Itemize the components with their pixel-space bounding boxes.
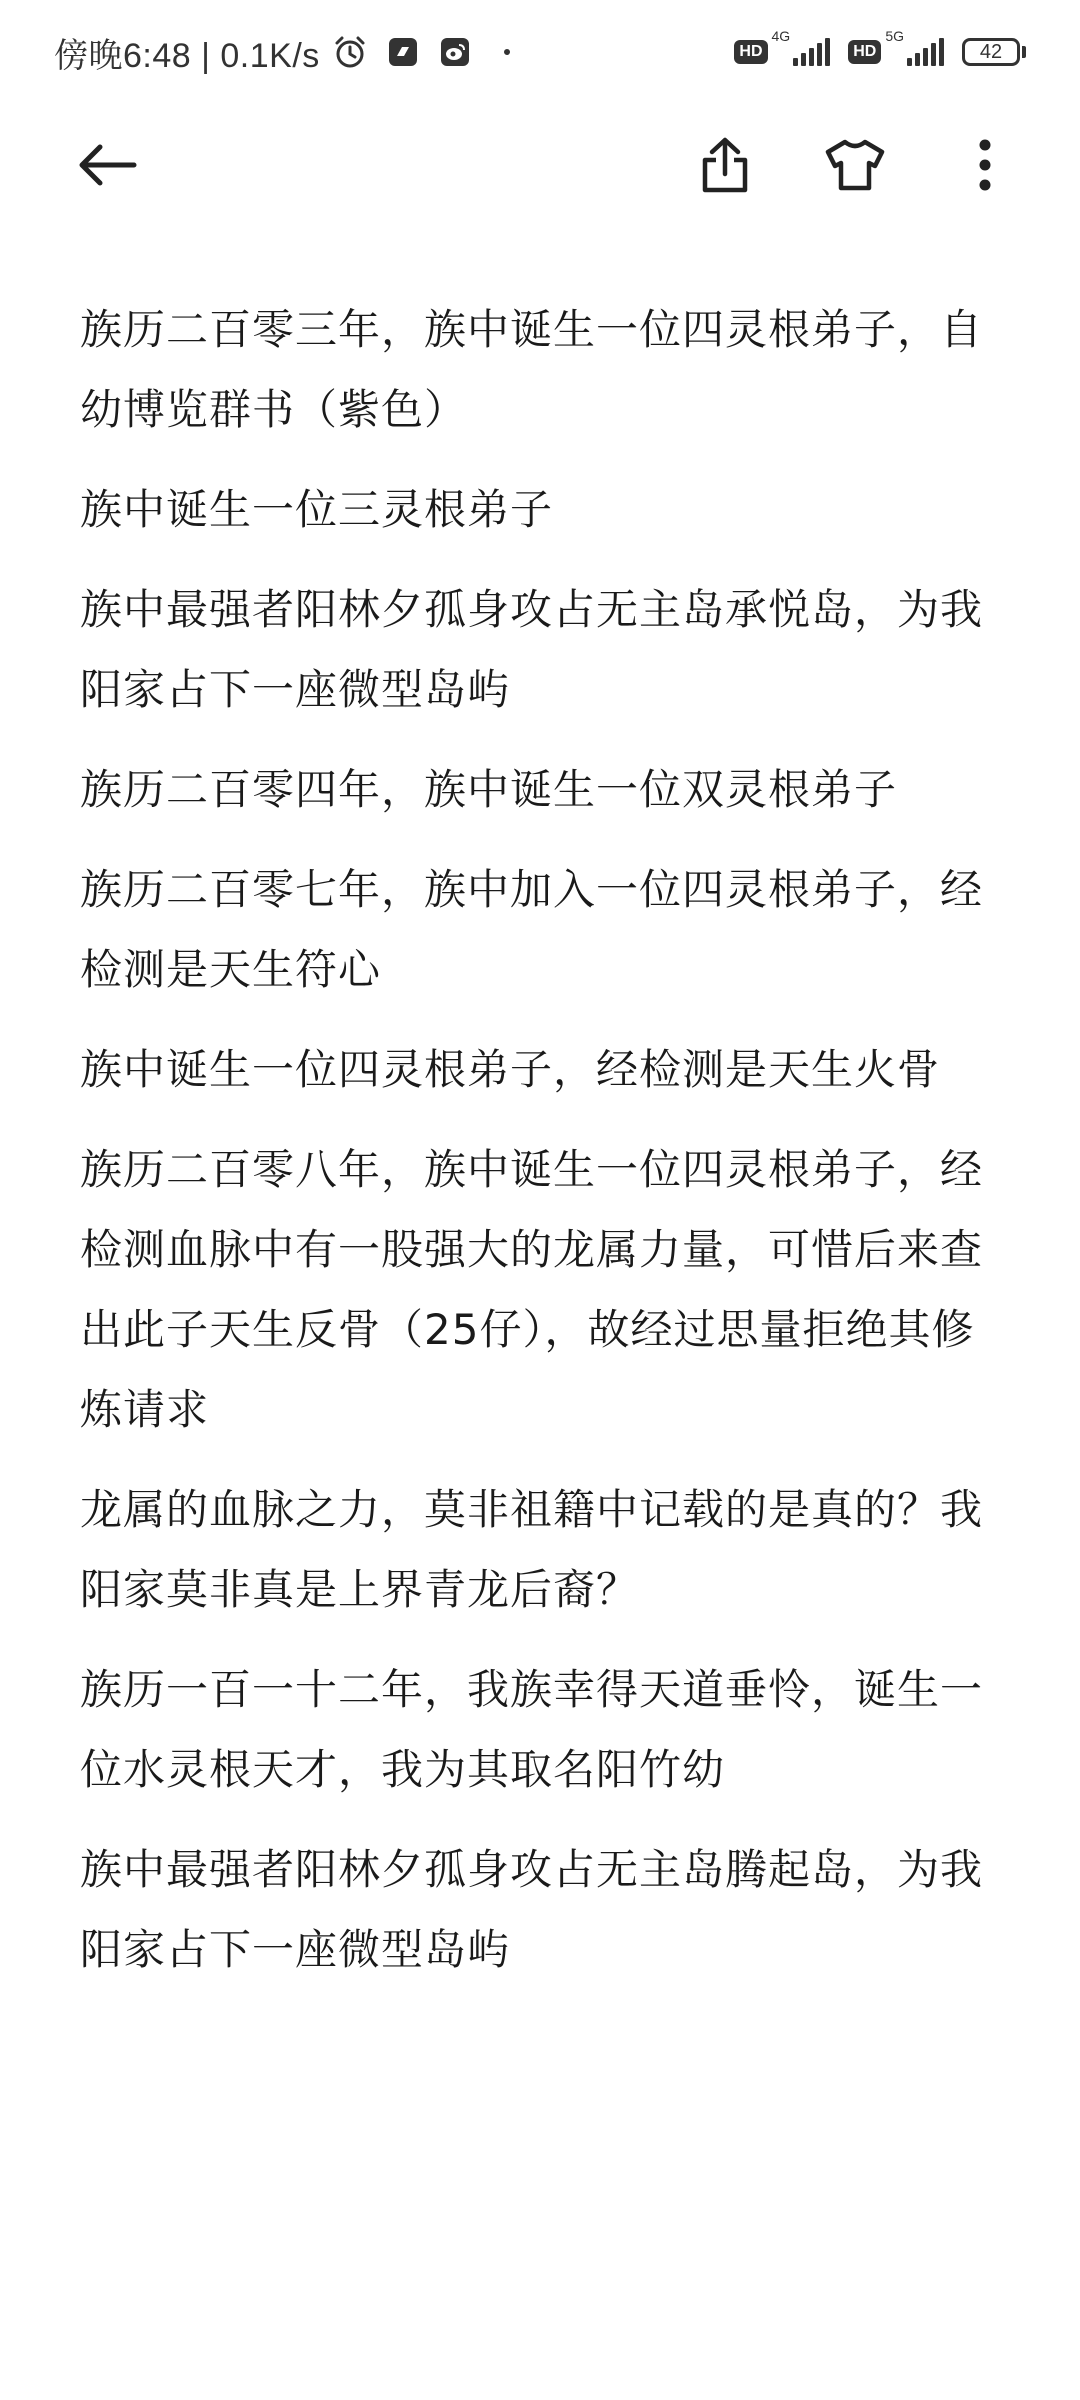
share-button[interactable] bbox=[680, 120, 770, 210]
theme-button[interactable] bbox=[810, 120, 900, 210]
top-toolbar bbox=[0, 104, 1080, 226]
paragraph-4: 族历二百零四年，族中诞生一位双灵根弟子 bbox=[80, 765, 898, 814]
alarm-icon bbox=[332, 34, 368, 70]
more-vertical-icon bbox=[978, 139, 992, 191]
paragraph-5: 族历二百零七年，族中加入一位四灵根弟子，经检测是天生符心 bbox=[80, 865, 984, 994]
network-type-1: 4G bbox=[771, 28, 791, 44]
arrow-left-icon bbox=[76, 143, 138, 187]
battery-icon bbox=[962, 38, 1026, 66]
share-icon bbox=[700, 136, 750, 194]
status-time: 傍晚6:48 | 0.1K/s bbox=[54, 36, 320, 75]
paragraph-7: 族历二百零八年，族中诞生一位四灵根弟子，经检测血脉中有一股强大的龙属力量，可惜后来查出此子天生反骨（25仔），故经过思量拒绝其修炼请求 bbox=[80, 1145, 984, 1434]
note-content bbox=[80, 290, 1010, 2010]
paragraph-9: 族历一百一十二年，我族幸得天道垂怜，诞生一位水灵根天才，我为其取名阳竹幼 bbox=[80, 1665, 984, 1794]
paragraph-3: 族中最强者阳林夕孤身攻占无主岛承悦岛，为我阳家占下一座微型岛屿 bbox=[80, 585, 984, 714]
status-bar bbox=[0, 0, 1080, 104]
paragraph-1: 族历二百零三年，族中诞生一位四灵根弟子，自幼博览群书（紫色） bbox=[80, 305, 984, 434]
status-left bbox=[54, 28, 510, 77]
app-notification-icon bbox=[388, 37, 418, 67]
more-options-button[interactable] bbox=[940, 120, 1030, 210]
paragraph-6: 族中诞生一位四灵根弟子，经检测是天生火骨 bbox=[80, 1045, 941, 1094]
back-button[interactable] bbox=[62, 120, 152, 210]
hd-badge-2: HD bbox=[848, 40, 881, 64]
battery-level: 42 bbox=[962, 38, 1020, 66]
more-notifications-dot bbox=[504, 49, 510, 55]
paragraph-8: 龙属的血脉之力，莫非祖籍中记载的是真的？我阳家莫非真是上界青龙后裔？ bbox=[80, 1485, 984, 1614]
signal-strength-icon-1 bbox=[790, 38, 830, 66]
weibo-icon bbox=[440, 37, 470, 67]
status-right bbox=[720, 28, 1026, 66]
paragraph-2: 族中诞生一位三灵根弟子 bbox=[80, 485, 554, 534]
signal-strength-icon-2 bbox=[904, 38, 944, 66]
network-type-2: 5G bbox=[885, 28, 904, 44]
tshirt-icon bbox=[824, 138, 886, 192]
paragraph-10: 族中最强者阳林夕孤身攻占无主岛腾起岛，为我阳家占下一座微型岛屿 bbox=[80, 1845, 984, 1974]
hd-badge-1: HD bbox=[734, 40, 767, 64]
